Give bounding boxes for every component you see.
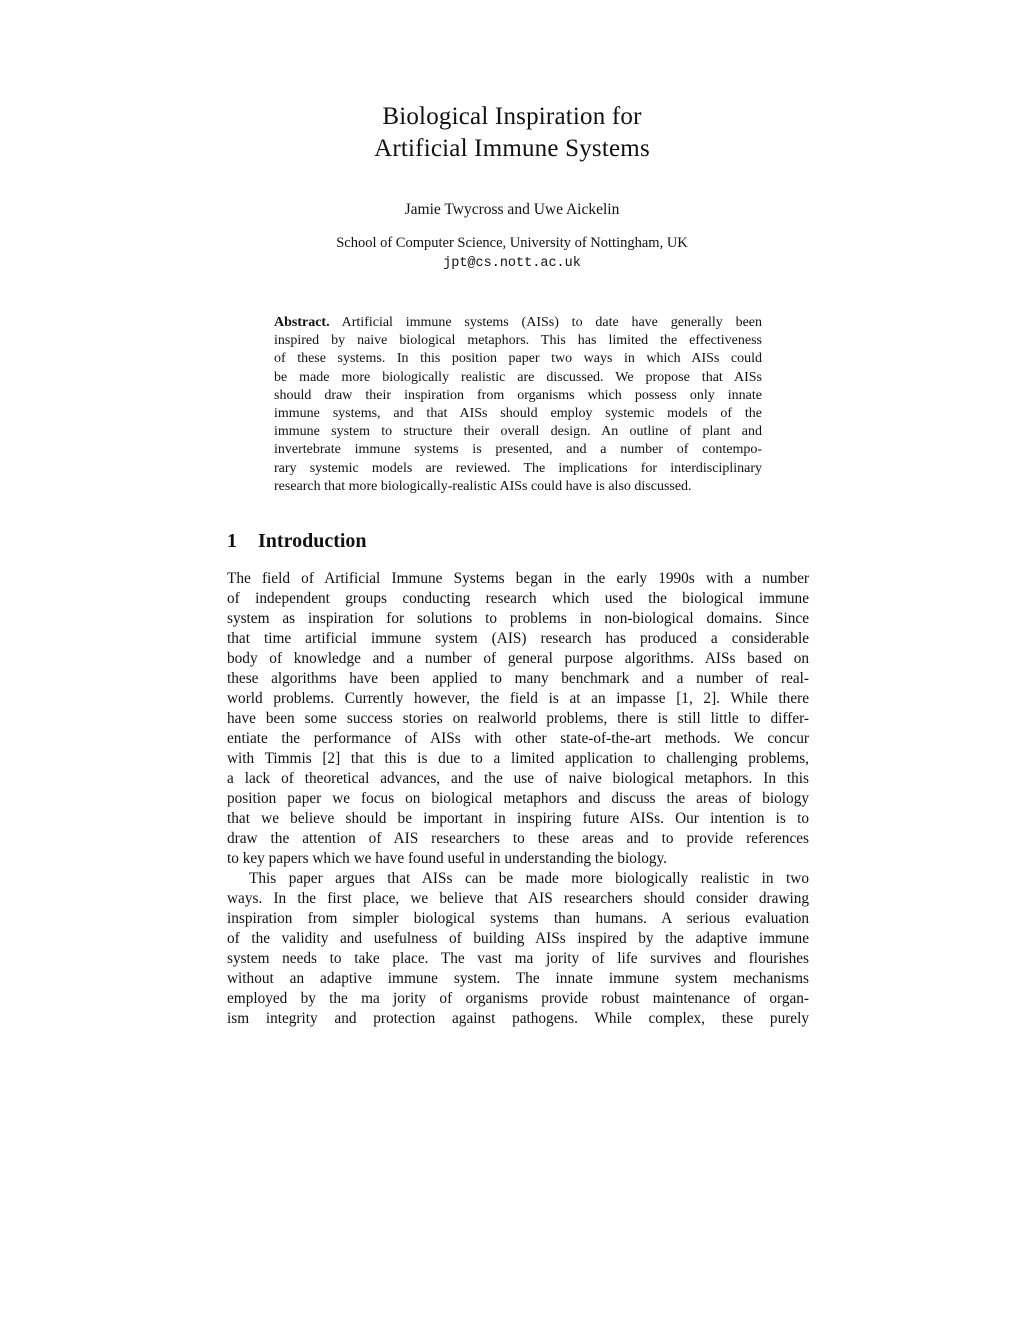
abstract-line: of these systems. In this position paper two ways in which AISs could: [274, 351, 762, 367]
paragraph-line: that time artificial immune system (AIS) research has produced a considerable: [227, 630, 809, 647]
abstract-line-text: Artificial immune systems (AISs) to date have generally been: [341, 315, 762, 330]
paragraph-line: with Timmis [2] that this is due to a limited application to challenging problems,: [227, 750, 809, 767]
abstract-line: research that more biologically-realistic AISs could have is also discussed.: [274, 478, 692, 494]
abstract-line: rary systemic models are reviewed. The implications for interdisciplinary: [274, 460, 762, 476]
paper-title: [0, 101, 1024, 165]
paragraph-line: employed by the ma jority of organisms provide robust maintenance of organ-: [227, 990, 809, 1007]
paragraph-line: entiate the performance of AISs with other state-of-the-art methods. We concur: [227, 730, 809, 747]
paragraph-line: The field of Artificial Immune Systems began in the early 1990s with a number: [227, 570, 809, 587]
abstract-line: invertebrate immune systems is presented, and a number of contempo-: [274, 442, 762, 458]
section-number: 1: [227, 530, 237, 552]
paragraph-line: have been some success stories on realworld problems, there is still little to differ-: [227, 710, 809, 727]
author-email: jpt@cs.nott.ac.uk: [443, 256, 581, 271]
paragraph-line: ways. In the first place, we believe that AIS researchers should consider drawing: [227, 890, 809, 907]
abstract-line: be made more biologically realistic are discussed. We propose that AISs: [274, 369, 762, 385]
author-list: Jamie Twycross and Uwe Aickelin: [404, 201, 620, 218]
paragraph-line: draw the attention of AIS researchers to these areas and to provide references: [227, 830, 809, 847]
abstract-line: [274, 314, 762, 332]
paragraph-1: [227, 569, 809, 869]
paragraph-line: without an adaptive immune system. The innate immune system mechanisms: [227, 970, 809, 987]
paragraph-line: body of knowledge and a number of general purpose algorithms. AISs based on: [227, 650, 809, 667]
paragraph-line: ism integrity and protection against pathogens. While complex, these purely: [227, 1010, 809, 1027]
abstract: [274, 314, 762, 496]
section-title: Introduction: [258, 530, 367, 552]
paragraph-line: of the validity and usefulness of building AISs inspired by the adaptive immune: [227, 930, 809, 947]
paragraph-line: these algorithms have been applied to many benchmark and a number of real-: [227, 670, 809, 687]
paragraph-line: inspiration from simpler biological systems than humans. A serious evaluation: [227, 910, 809, 927]
paragraph-line: This paper argues that AISs can be made more biologically realistic in two: [249, 870, 809, 887]
section-heading-introduction: [227, 528, 367, 554]
introduction-body: [227, 569, 809, 1029]
abstract-line: should draw their inspiration from organisms which possess only innate: [274, 387, 762, 403]
paragraph-line: a lack of theoretical advances, and the use of naive biological metaphors. In this: [227, 770, 809, 787]
paragraph-line: to key papers which we have found useful in understanding the biology.: [227, 850, 667, 867]
paper-title-line-2: Artificial Immune Systems: [374, 135, 650, 162]
paragraph-line: of independent groups conducting research which used the biological immune: [227, 590, 809, 607]
paragraph-line: position paper we focus on biological metaphors and discuss the areas of biology: [227, 790, 809, 807]
abstract-line: inspired by naive biological metaphors. This has limited the effectiveness: [274, 333, 762, 349]
paragraph-line: system as inspiration for solutions to problems in non-biological domains. Since: [227, 610, 809, 627]
paragraph-line: system needs to take place. The vast ma jority of life survives and flourishes: [227, 950, 809, 967]
paragraph-line: world problems. Currently however, the field is at an impasse [1, 2]. While there: [227, 690, 809, 707]
abstract-label: Abstract.: [274, 315, 330, 330]
paragraph-2: [227, 869, 809, 1029]
abstract-line: immune system to structure their overall design. An outline of plant and: [274, 424, 762, 440]
abstract-line: immune systems, and that AISs should employ systemic models of the: [274, 406, 762, 422]
author-affiliation: School of Computer Science, University of Nottingham, UK: [336, 235, 688, 251]
paragraph-line: that we believe should be important in inspiring future AISs. Our intention is to: [227, 810, 809, 827]
paper-title-line-1: Biological Inspiration for: [382, 103, 642, 130]
